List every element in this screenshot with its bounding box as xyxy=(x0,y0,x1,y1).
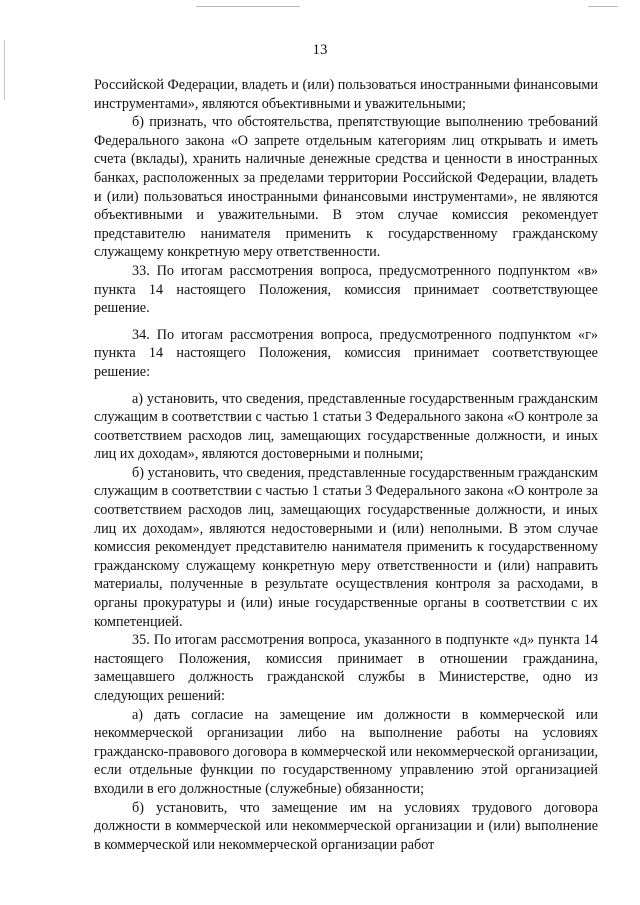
scan-edge-mark-top-right xyxy=(588,6,618,7)
paragraph: а) установить, что сведения, представленные государственным гражданским служащим в соответствии с частью 1 статьи 3 Федерального закона «О контроле за соответствием расходов лиц, замещающих государственные должности, и иных лиц их доходам», являются достоверными и полными; xyxy=(94,390,598,463)
document-body xyxy=(94,76,598,854)
paragraph: Российской Федерации, владеть и (или) пользоваться иностранными финансовыми инструментами», являются объективными и уважительными; xyxy=(94,77,598,112)
page-number: 13 xyxy=(312,42,328,58)
paragraph: а) дать согласие на замещение им должности в коммерческой или некоммерческой организации либо на выполнение работы на условиях гражданско-правового договора в коммерческой или некоммерческой организации, если отдельные функции по государственному управлению этой организацией входили в его должностные (служебные) обязанности; xyxy=(94,706,598,797)
scan-edge-mark-top xyxy=(196,6,300,7)
paragraph: б) установить, что замещение им на условиях трудового договора должности в коммерческой или некоммерческой организации и (или) выполнение в коммерческой или некоммерческой организации работ xyxy=(94,799,598,853)
paragraph: б) признать, что обстоятельства, препятствующие выполнению требований Федерального закона «О запрете отдельным категориям лиц открывать и иметь счета (вклады), хранить наличные денежные средства и ценности в иностранных банках, расположенных за пределами территории Российской Федерации, владеть и (или) пользоваться иностранными финансовыми инструментами», не являются объективными и уважительными. В этом случае комиссия рекомендует представителю нанимателя применить к государственному гражданскому служащему конкретную меру ответственности. xyxy=(94,114,598,261)
paragraph: б) установить, что сведения, представленные государственным гражданским служащим в соответствии с частью 1 статьи 3 Федерального закона «О контроле за соответствием расходов лиц, замещающих государственные должности, и иных лиц их доходам», являются недостоверными и (или) неполными. В этом случае комиссия рекомендует представителю нанимателя применить к государственному гражданскому служащему конкретную меру ответственности и (или) направить материалы, полученные в результате осуществления контроля за расходами, в органы прокуратуры и (или) иные государственные органы в соответствии с их компетенцией. xyxy=(94,464,598,630)
paragraph: 33. По итогам рассмотрения вопроса, предусмотренного подпунктом «в» пункта 14 настоящего Положения, комиссия принимает соответствующее решение. xyxy=(94,262,598,317)
paragraph: 35. По итогам рассмотрения вопроса, указанного в подпункте «д» пункта 14 настоящего Положения, комиссия принимает в отношении гражданина, замещавшего должность гражданской службы в Министерстве, одно из следующих решений: xyxy=(94,632,598,704)
paragraph: 34. По итогам рассмотрения вопроса, предусмотренного подпунктом «г» пункта 14 настоящего Положения, комиссия принимает соответствующее решение: xyxy=(94,326,598,380)
